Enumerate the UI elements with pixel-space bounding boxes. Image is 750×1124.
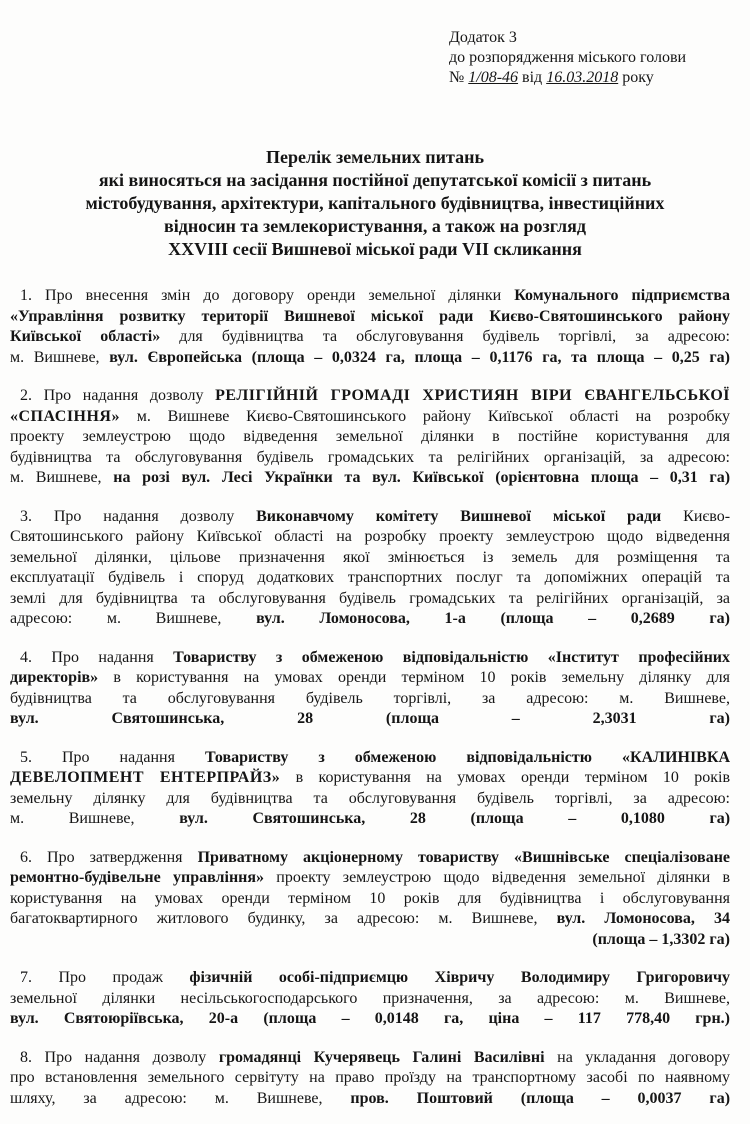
agenda-item-5 <box>10 748 730 830</box>
title-line: які виносяться на засідання постійної депутатської комісії з питань <box>98 170 652 190</box>
item-line: «СПАСІННЯ» м. Вишневе Києво-Святошинського району Київської області на розробку <box>10 407 731 425</box>
area-value: (площа – 0,2689 га) <box>500 610 731 627</box>
area-value: (площа – 0,0324 га, площа – 0,1176 га, та площа – 0,25 га) <box>251 348 731 366</box>
item-line: 8. Про надання дозволу громадянці Кучерявець Галині Василівні на укладання договору <box>20 1048 731 1066</box>
item-line: м. Вишневе, вул. Святошинська, 28 (площа – 0,1080 га) <box>10 810 731 827</box>
item-line: про встановлення земельного сервітуту на право проїзду на транспортному засобі по наявному <box>10 1069 730 1086</box>
item-line: експлуатації будівель і споруд додаткових транспортних послуг та допоміжних операцій та <box>10 569 730 586</box>
area-value: (площа – 1,3302 га) <box>592 930 730 948</box>
area-value: (площа – 0,0037 га) <box>520 1089 731 1107</box>
agenda-item-6 <box>10 848 730 951</box>
area-value: (площа – 0,1080 га) <box>470 810 731 827</box>
item-line: будівництва та обслуговування будівель торгівлі, за адресою: м. Вишневе, <box>10 689 730 707</box>
item-line: земельної ділянки, цільове призначення якої змінюється із земель для розміщення та <box>10 548 730 566</box>
agenda-list <box>10 286 730 1124</box>
item-line: 5. Про надання Товариству з обмеженою відповідальністю «КАЛИНІВКА <box>20 748 730 766</box>
order-date: 16.03.2018 <box>546 69 619 86</box>
item-line: адресою: м. Вишневе, вул. Ломоносова, 1-а (площа – 0,2689 га) <box>10 610 731 627</box>
agenda-item-2 <box>10 386 730 489</box>
order-number-line: № 1/08-46 від 16.03.2018 року <box>449 69 654 86</box>
item-line: 6. Про затвердження Приватному акціонерному товариству «Вишнівське спеціалізоване <box>20 848 731 866</box>
item-line: вул. Святоюріївська, 20-а (площа – 0,0148 га, ціна – 117 778,40 грн.) <box>10 1010 731 1027</box>
item-line: 3. Про надання дозволу Виконавчому комітету Вишневої міської ради Києво- <box>20 507 731 525</box>
item-line: 2. Про надання дозволу РЕЛІГІЙНІЙ ГРОМАДІ ХРИСТИЯН ВІРИ ЄВАНГЕЛЬСЬКОЇ <box>20 387 730 404</box>
item-line: ремонтно-будівельне управління» проекту землеустрою щодо відведення земельної ділянки в <box>10 869 731 886</box>
item-line: проекту землеустрою щодо відведення земельної ділянки в постійне користування для <box>10 428 730 445</box>
item-line: земельної ділянки несільськогосподарського призначення, за адресою: м. Вишневе, <box>10 989 730 1007</box>
agenda-item-8 <box>10 1048 730 1110</box>
area-value: (площа – 0,0148 га, ціна – 117 778,40 грн.) <box>263 1010 731 1027</box>
item-line: 4. Про надання Товариству з обмеженою відповідальністю «Інститут професійних <box>20 648 731 666</box>
title-line: Перелік земельних питань <box>266 147 484 167</box>
item-line: 7. Про продаж фізичній особі-підприємцю Хівричу Володимиру Григоровичу <box>20 969 731 986</box>
item-line: будівництва та обслуговування будівель громадських та релігійних організацій, за адресою: <box>10 448 730 466</box>
agenda-item-4 <box>10 648 730 730</box>
item-line: м. Вишневе, на розі вул. Лесі Українки та вул. Київської (орієнтовна площа – 0,31 га) <box>10 469 731 486</box>
document-title <box>20 146 730 261</box>
agenda-item-3 <box>10 507 730 630</box>
agenda-item-1 <box>10 286 730 368</box>
area-value: (площа – 2,3031 га) <box>385 710 731 727</box>
title-line: XXVIII сесії Вишневої міської ради VII скликання <box>168 239 582 259</box>
item-line: ДЕВЕЛОПМЕНТ ЕНТЕРПРАЙЗ» в користування на умовах оренди терміном 10 років <box>10 769 731 786</box>
title-line: відносин та землекористування, а також на розгляд <box>164 216 586 236</box>
item-line: Святошинського району Київської області на розробку проекту землеустрою щодо відведення <box>10 528 730 545</box>
appendix-label: Додаток 3 <box>449 29 517 46</box>
item-line: шляху, за адресою: м. Вишневе, пров. Поштовий (площа – 0,0037 га) <box>10 1089 731 1107</box>
title-line: містобудування, архітектури, капітального будівництва, інвестиційних <box>85 193 665 213</box>
item-line: користування на умовах оренди терміном 10 років для будівництва і обслуговування <box>10 889 730 907</box>
item-line: вул. Святошинська, 28 (площа – 2,3031 га) <box>10 710 731 727</box>
item-line: земельну ділянку для будівництва та обслуговування будівель торгівлі, за адресою: <box>10 789 730 807</box>
item-line: м. Вишневе, вул. Європейська (площа – 0,0324 га, площа – 0,1176 га, та площа – 0,25 га) <box>10 348 731 366</box>
item-line: 1. Про внесення змін до договору оренди земельної ділянки Комунального підприємства <box>20 287 731 304</box>
item-line: «Управління розвитку території Вишневої міської ради Києво-Святошинського району <box>10 307 730 325</box>
item-line: Київської області» для будівництва та обслуговування будівель торгівлі, за адресою: <box>10 328 730 345</box>
item-line: землі для будівництва та обслуговування будівель громадських та релігійних організацій, за <box>10 589 730 607</box>
agenda-item-7 <box>10 968 730 1030</box>
item-line: багатоквартирного житлового будинку, за адресою: м. Вишневе, вул. Ломоносова, 34 <box>10 910 731 927</box>
area-value: (орієнтовна площа – 0,31 га) <box>495 469 731 486</box>
appendix-header <box>449 28 739 88</box>
appendix-subtitle: до розпорядження міського голови <box>449 49 687 66</box>
item-line: директорів» в користування на умовах оренди терміном 10 років земельну ділянку для <box>10 669 731 686</box>
order-number: 1/08-46 <box>468 69 519 86</box>
